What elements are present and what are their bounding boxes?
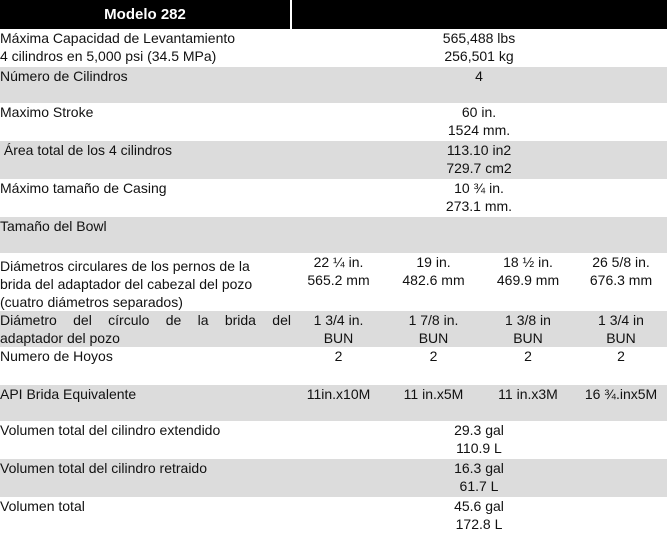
- bolt-diam-label-line1: Diámetros circulares de los pernos de la: [0, 258, 250, 274]
- row-area: [0, 141, 667, 179]
- vol-ret-label: Volumen total del cilindro retraido: [0, 459, 291, 497]
- row-cylinders: [0, 67, 667, 103]
- flange-circle-label: [0, 311, 291, 347]
- bolt-diam-col3: [481, 253, 575, 311]
- casing-label: Máximo tamaño de Casing: [0, 179, 291, 217]
- api-col2: 11 in.x5M: [386, 385, 481, 421]
- bolt-diam-label-line3: (cuatro diámetros separados): [0, 294, 183, 310]
- row-holes: [0, 347, 667, 385]
- bowl-label: Tamaño del Bowl: [0, 217, 291, 253]
- row-bolt-diameters: [0, 253, 667, 311]
- holes-col1: 2: [291, 347, 386, 385]
- casing-mm: 273.1 mm.: [445, 198, 513, 214]
- capacity-label-line1: Máxima Capacidad de Levantamiento: [0, 30, 236, 46]
- area-in2: 113.10 in2: [446, 142, 512, 158]
- vol-ret-l: 61.7 L: [459, 478, 499, 494]
- casing-in: 10 ¾ in.: [454, 180, 504, 196]
- api-col1: 11in.x10M: [291, 385, 386, 421]
- area-value: [291, 141, 667, 179]
- row-capacity: [0, 29, 667, 67]
- area-label: Área total de los 4 cilindros: [0, 141, 291, 179]
- cylinders-label: Número de Cilindros: [0, 67, 291, 103]
- row-vol-retracted: [0, 459, 667, 497]
- capacity-value: [291, 29, 667, 67]
- bolt-diam-label: [0, 253, 291, 311]
- holes-col4: 2: [575, 347, 667, 385]
- row-flange-circle: [0, 311, 667, 347]
- bolt-diam-col4-mm: 676.3 mm: [589, 272, 653, 288]
- vol-ret-value: [291, 459, 667, 497]
- header-blank: [291, 0, 667, 29]
- flange-circle-col1: [291, 311, 386, 347]
- vol-ext-gal: 29.3 gal: [454, 422, 504, 438]
- flange-circle-col2-bun: BUN: [418, 330, 449, 346]
- bolt-diam-col3-mm: 469.9 mm: [496, 272, 560, 288]
- vol-ext-l: 110.9 L: [456, 440, 502, 456]
- bolt-diam-col1-in: 22 ¼ in.: [313, 254, 364, 270]
- stroke-in: 60 in.: [461, 104, 497, 120]
- vol-ret-gal: 16.3 gal: [454, 460, 504, 476]
- flange-circle-col2: [386, 311, 481, 347]
- capacity-label-line2: 4 cilindros en 5,000 psi (34.5 MPa): [0, 48, 217, 64]
- bolt-diam-col4: [575, 253, 667, 311]
- row-vol-extended: [0, 421, 667, 459]
- flange-circle-col4-in: 1 3/4 in: [598, 312, 644, 328]
- cylinders-value: 4: [291, 67, 667, 103]
- stroke-value: [291, 103, 667, 141]
- bolt-diam-col2: [386, 253, 481, 311]
- flange-circle-col3-in: 1 3/8 in: [505, 312, 551, 328]
- api-label: API Brida Equivalente: [0, 385, 291, 421]
- flange-circle-col2-in: 1 7/8 in.: [408, 312, 459, 328]
- row-vol-total: [0, 497, 667, 535]
- row-bowl: [0, 217, 667, 253]
- bolt-diam-col3-in: 18 ½ in.: [503, 254, 553, 270]
- bolt-diam-col4-in: 26 5/8 in.: [592, 254, 650, 270]
- flange-circle-col4: [575, 311, 667, 347]
- flange-circle-col1-in: 1 3/4 in.: [313, 312, 364, 328]
- bowl-value: [291, 217, 667, 253]
- stroke-label: Maximo Stroke: [0, 103, 291, 141]
- api-col4: 16 ¾.inx5M: [575, 385, 667, 421]
- row-stroke: [0, 103, 667, 141]
- stroke-mm: 1524 mm.: [447, 122, 511, 138]
- flange-circle-col4-bun: BUN: [606, 330, 636, 346]
- flange-circle-label-line2: adaptador del pozo: [0, 330, 120, 346]
- bolt-diam-col1-mm: 565.2 mm: [307, 272, 370, 288]
- area-cm2: 729.7 cm2: [446, 160, 512, 176]
- flange-circle-label-line1: Diámetro del círculo de la brida del: [0, 312, 291, 328]
- capacity-kg: 256,501 kg: [444, 48, 514, 64]
- flange-circle-col1-bun: BUN: [323, 330, 354, 346]
- row-casing: [0, 179, 667, 217]
- holes-label: Numero de Hoyos: [0, 347, 291, 385]
- vol-ext-label: Volumen total del cilindro extendido: [0, 421, 291, 459]
- flange-circle-col3: [481, 311, 575, 347]
- capacity-lbs: 565,488 lbs: [442, 30, 516, 46]
- vol-total-gal: 45.6 gal: [454, 498, 504, 514]
- capacity-label: [0, 29, 291, 67]
- api-col3: 11 in.x3M: [481, 385, 575, 421]
- bolt-diam-label-line2: brida del adaptador del cabezal del pozo: [0, 276, 253, 292]
- flange-circle-col3-bun: BUN: [513, 330, 543, 346]
- holes-col2: 2: [386, 347, 481, 385]
- bolt-diam-col1: [291, 253, 386, 311]
- bolt-diam-col2-in: 19 in.: [416, 254, 451, 270]
- casing-value: [291, 179, 667, 217]
- vol-total-label: Volumen total: [0, 497, 291, 535]
- holes-col3: 2: [481, 347, 575, 385]
- bolt-diam-col2-mm: 482.6 mm: [402, 272, 465, 288]
- vol-ext-value: [291, 421, 667, 459]
- row-api-flange: [0, 385, 667, 421]
- vol-total-l: 172.8 L: [455, 516, 503, 532]
- vol-total-value: [291, 497, 667, 535]
- model-title: Modelo 282: [0, 0, 291, 29]
- header-row: [0, 0, 667, 29]
